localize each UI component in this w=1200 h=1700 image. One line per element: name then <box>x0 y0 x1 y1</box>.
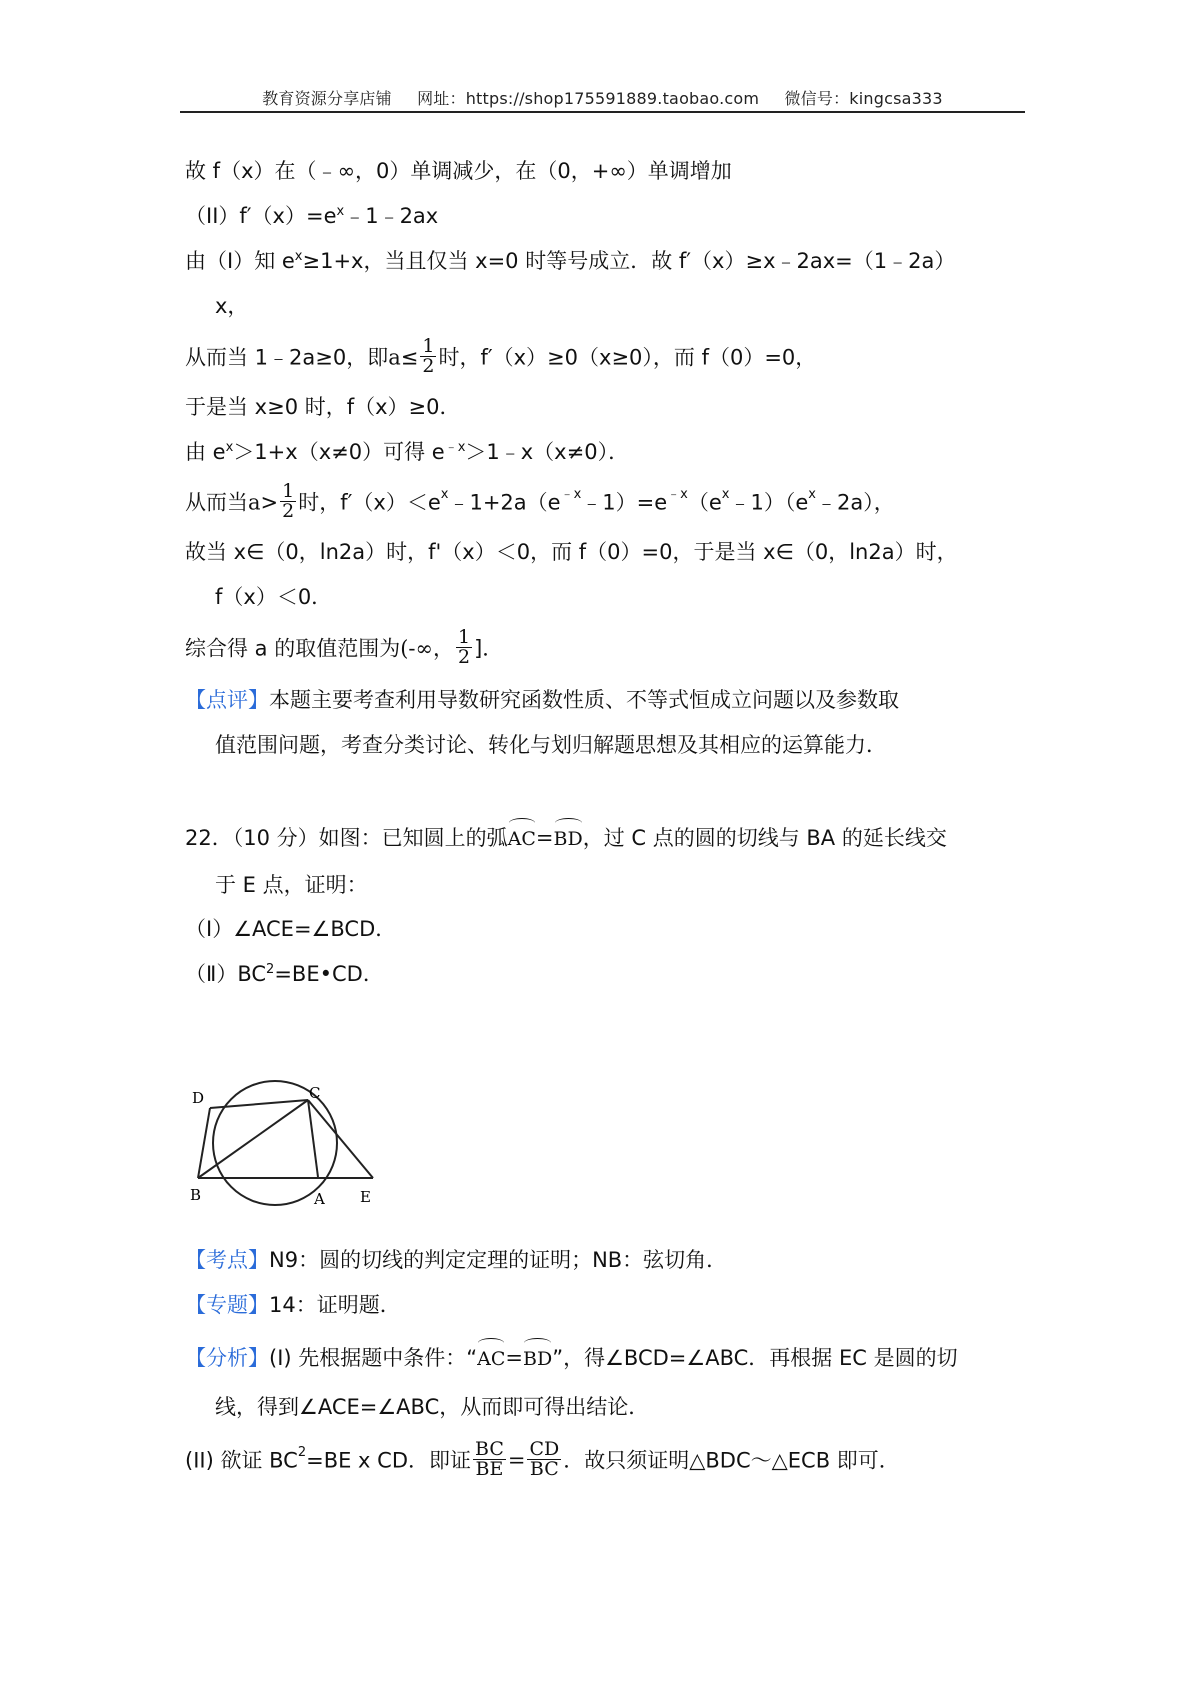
label-c: C <box>309 1084 321 1102</box>
fraction-cd-bc: $\frac{CD}{BC}$ <box>529 1438 560 1480</box>
fenxi-tag: 【分析】 <box>185 1346 269 1370</box>
chord-bc <box>198 1100 308 1178</box>
text-line: 综合得 a 的取值范围为(-∞， $\frac{1}{2}$ ]． <box>185 626 504 668</box>
text-line: 故当 x∈（0，ln2a）时，f'（x）＜0，而 f（0）=0，于是当 x∈（0，ln2a）时， <box>185 540 958 564</box>
fraction-half: $\frac{1}{2}$ <box>458 626 471 668</box>
zhuanti-tag: 【专题】 <box>185 1293 269 1317</box>
fraction-bc-be: $\frac{BC}{BE}$ <box>475 1438 504 1480</box>
text-line: $(II)f'(x)=e^x﹣1﹣2ax$ <box>185 204 439 228</box>
text-line: f（x）＜0． <box>215 585 333 609</box>
text-line: 故 f（x）在（﹣∞，0）单调减少，在（0，+∞）单调增加 <box>185 159 732 183</box>
kaodian-tag: 【考点】 <box>185 1248 269 1272</box>
header-wechat: 微信号：kingcsa333 <box>784 89 943 108</box>
fraction-half: $\frac{1}{2}$ <box>282 480 295 522</box>
label-a: A <box>314 1190 325 1208</box>
arc-ac: AC <box>477 1340 505 1374</box>
circle-geometry-figure <box>190 1078 420 1218</box>
page-header <box>180 86 1025 109</box>
problem-line: （Ⅰ）∠ACE=∠BCD． <box>185 917 397 941</box>
arc-bd: BD <box>523 1340 552 1374</box>
chord-dc <box>210 1100 308 1108</box>
arc-ac: AC <box>508 820 536 854</box>
text-line: 由 $e^x>1+x(x\ne 0)$可得 $e^{﹣x}>1﹣x(x\ne 0)$． <box>185 440 630 464</box>
header-divider <box>180 111 1025 113</box>
problem-line: 于 E 点，证明： <box>215 873 368 897</box>
text-line: 由（I）知 $e^x\ge 1+x$，当且仅当 x=0 时等号成立．故 f′（x）≥x﹣2ax=（1﹣2a） <box>185 249 956 273</box>
text-line: 从而当 1﹣2a≥0，即a≤ $\frac{1}{2}$ 时，f′（x）≥0（x≥0），而 f（0）=0， <box>185 335 817 377</box>
label-e: E <box>360 1188 371 1206</box>
text-line: x， <box>215 294 249 318</box>
comment-tag: 【点评】 <box>185 688 269 712</box>
tangent-ce <box>308 1100 373 1178</box>
text-line: 于是当 x≥0 时，f（x）≥0． <box>185 395 461 419</box>
problem-line: $(Ⅱ)BC^2=BE•CD$． <box>185 962 384 986</box>
text-line: 从而当a> $\frac{1}{2}$ 时，$f'(x)<e^x﹣1+2a(e^{﹣x}﹣1)=e^{﹣x}(e^x﹣1)(e^x﹣2a)$， <box>185 480 895 522</box>
label-b: B <box>190 1186 202 1204</box>
label-d: D <box>192 1089 205 1107</box>
analysis-line: 【考点】N9：圆的切线的判定定理的证明；NB：弦切角． <box>185 1248 728 1272</box>
analysis-line: 【专题】14：证明题． <box>185 1293 401 1317</box>
fraction-half: $\frac{1}{2}$ <box>422 335 435 377</box>
header-url[interactable]: 网址：https://shop175591889.taobao.com <box>417 89 760 108</box>
chord-db <box>198 1108 210 1178</box>
analysis-line: (II) 欲证 $BC^2=BE$ x CD．即证 $\frac{BC}{BE}$ = $\frac{CD}{BC}$ ．故只须证明△BDC～△ECB 即可． <box>185 1438 900 1480</box>
comment-line: 值范围问题，考查分类讨论、转化与划归解题思想及其相应的运算能力． <box>215 733 887 757</box>
analysis-line: 线，得到∠ACE=∠ABC，从而即可得出结论． <box>215 1395 650 1419</box>
problem-line: 22．（10 分）如图：已知圆上的弧AC=BD，过 C 点的圆的切线与 BA 的延长线交 <box>185 820 947 854</box>
arc-bd: BD <box>554 820 583 854</box>
comment-line: 【点评】本题主要考查利用导数研究函数性质、不等式恒成立问题以及参数取 <box>185 688 899 712</box>
header-shop: 教育资源分享店铺 <box>262 89 392 108</box>
analysis-line: 【分析】(Ⅰ) 先根据题中条件：“AC=BD”，得∠BCD=∠ABC．再根据 EC 是圆的切 <box>185 1340 958 1374</box>
